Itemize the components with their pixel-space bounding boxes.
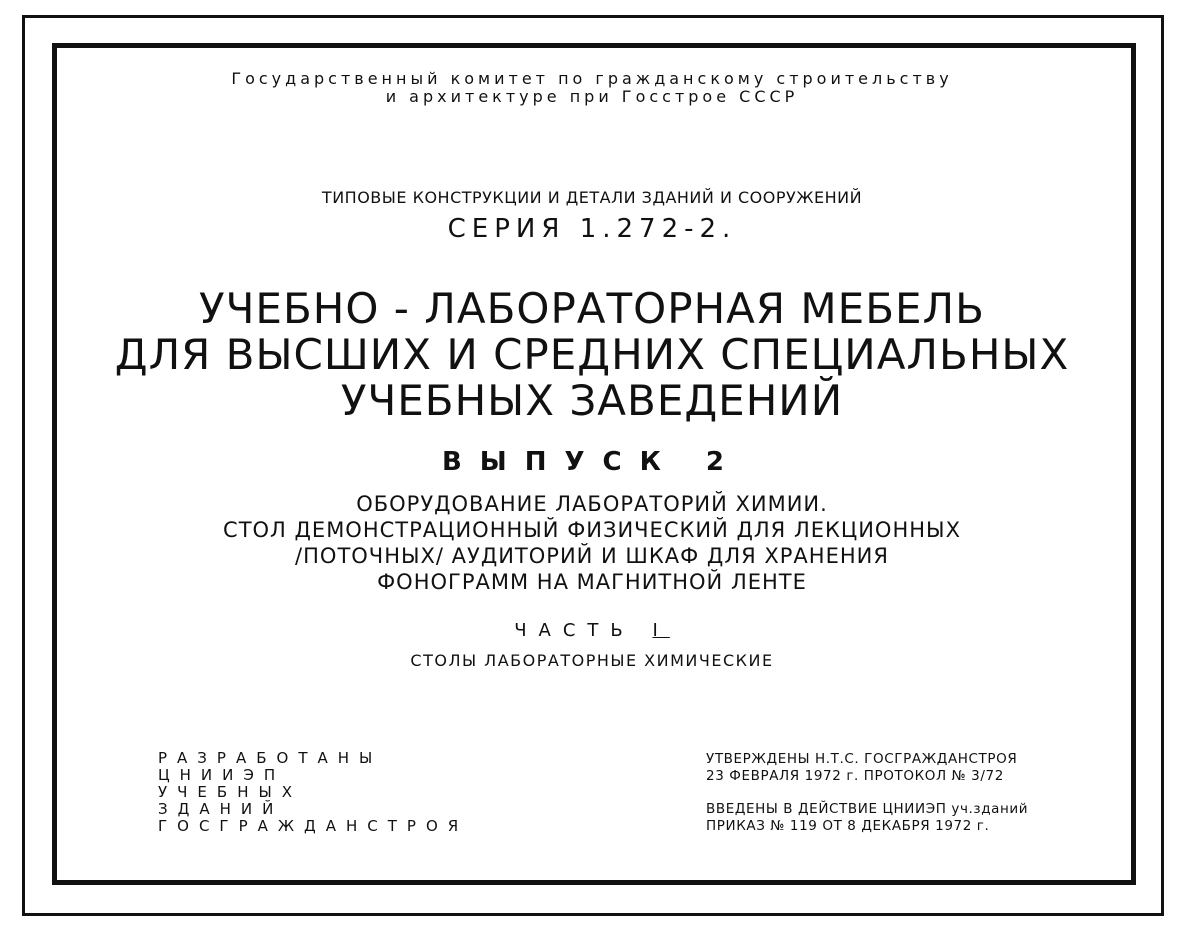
approved-line-2: 23 ФЕВРАЛЯ 1972 г. ПРОТОКОЛ № 3/72 <box>706 768 1004 784</box>
developed-by-block <box>158 750 468 835</box>
issue-desc-line-2: СТОЛ ДЕМОНСТРАЦИОННЫЙ ФИЗИЧЕСКИЙ ДЛЯ ЛЕКЦИОННЫХ <box>223 518 961 542</box>
part-label: ЧАСТЬ <box>514 620 635 641</box>
series-number: СЕРИЯ 1.272-2. <box>447 214 737 244</box>
committee-line-2: и архитектуре при Госстрое СССР <box>385 87 799 106</box>
developed-line-5: ГОСГРАЖДАНСТРОЯ <box>158 817 469 835</box>
approved-line-3: ВВЕДЕНЫ В ДЕЙСТВИЕ ЦНИИЭП уч.зданий <box>706 801 1029 817</box>
part-title: СТОЛЫ ЛАБОРАТОРНЫЕ ХИМИЧЕСКИЕ <box>410 651 774 670</box>
issue-label: ВЫПУСК 2 <box>441 447 743 477</box>
developed-line-4: ЗДАНИЙ <box>158 800 284 818</box>
series-title: ТИПОВЫЕ КОНСТРУКЦИИ И ДЕТАЛИ ЗДАНИЙ И СООРУЖЕНИЙ <box>321 188 863 207</box>
main-title-line-2: ДЛЯ ВЫСШИХ И СРЕДНИХ СПЕЦИАЛЬНЫХ <box>114 330 1070 379</box>
main-title-line-1: УЧЕБНО - ЛАБОРАТОРНАЯ МЕБЕЛЬ <box>199 284 985 333</box>
issue-desc-line-4: ФОНОГРАММ НА МАГНИТНОЙ ЛЕНТЕ <box>377 570 807 594</box>
part-heading <box>0 620 1184 641</box>
approval-spacer <box>706 785 1028 801</box>
developed-line-3: УЧЕБНЫХ <box>158 783 302 801</box>
part-number: I <box>652 620 670 641</box>
issue-desc-line-3: /ПОТОЧНЫХ/ АУДИТОРИЙ И ШКАФ ДЛЯ ХРАНЕНИЯ <box>295 544 889 568</box>
main-title-line-3: УЧЕБНЫХ ЗАВЕДЕНИЙ <box>340 376 844 425</box>
issue-desc-line-1: ОБОРУДОВАНИЕ ЛАБОРАТОРИЙ ХИМИИ. <box>356 492 828 516</box>
committee-line-1: Государственный комитет по гражданскому строительству <box>231 69 953 88</box>
developed-line-1: РАЗРАБОТАНЫ <box>158 749 383 767</box>
approval-block <box>706 751 1028 835</box>
approved-line-1: УТВЕРЖДЕНЫ Н.Т.С. ГОСГРАЖДАНСТРОЯ <box>706 751 1018 767</box>
approved-line-4: ПРИКАЗ № 119 ОТ 8 ДЕКАБРЯ 1972 г. <box>706 818 990 834</box>
developed-line-2: ЦНИИЭП <box>158 766 286 784</box>
